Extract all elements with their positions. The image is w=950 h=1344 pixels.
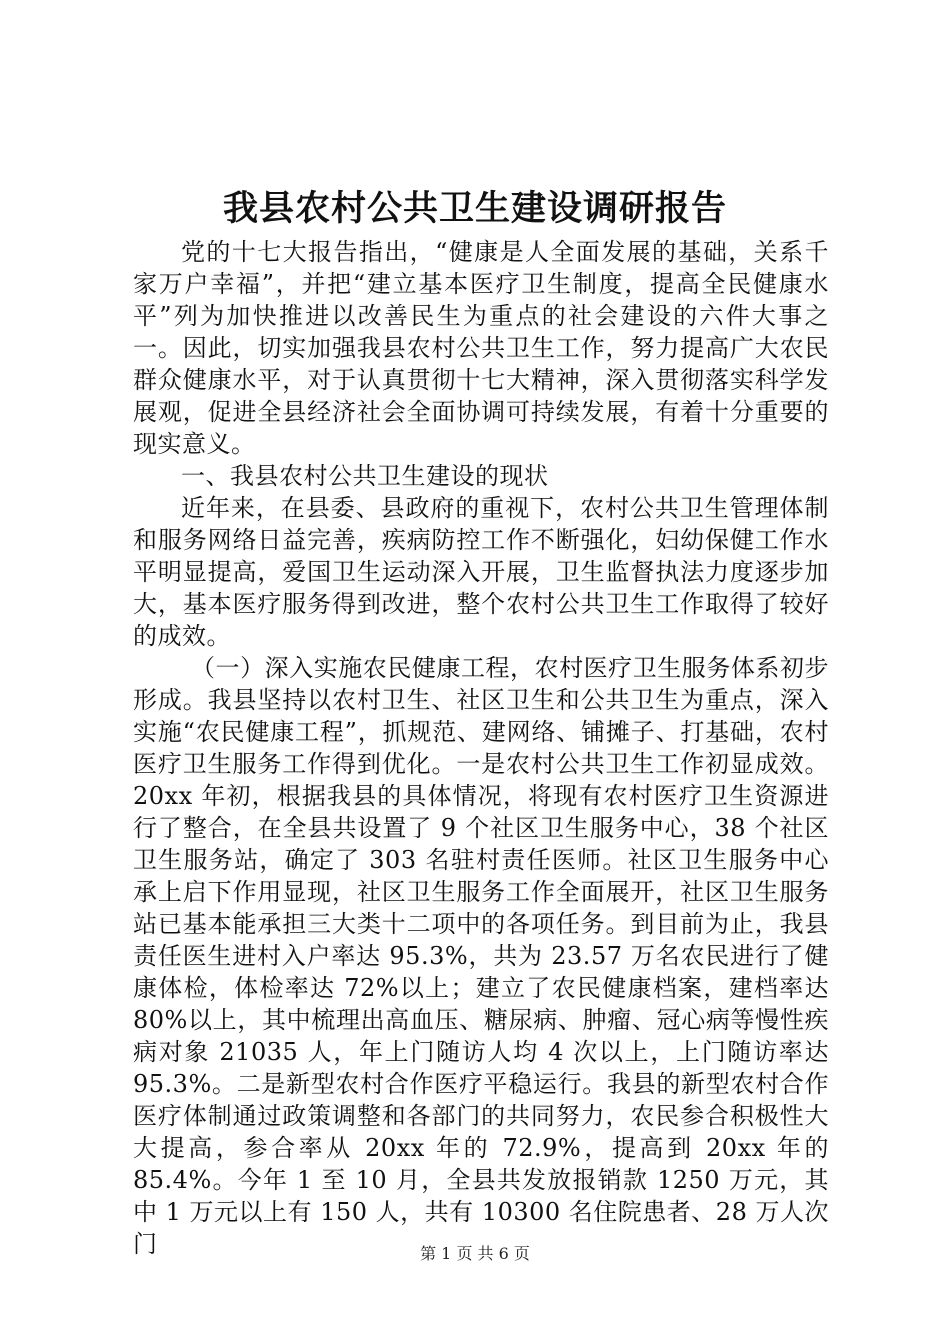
subsection-paragraph: （一）深入实施农民健康工程，农村医疗卫生服务体系初步形成。我县坚持以农村卫生、社区卫生和公共卫生为重点，深入实施“农民健康工程”，抓规范、建网络、铺摊子、打基础，农村医疗卫生服务工作得到优化。一是农村公共卫生工作初显成效。20xx 年初，根据我县的具体情况，将现有农村医疗卫生资源进行了整合，在全县共设置了 9 个社区卫生服务中心，38 个社区卫生服务站，确定了 303 名驻村责任医师。社区卫生服务中心承上启下作用显现，社区卫生服务工作全面展开，社区卫生服务站已基本能承担三大类十二项中的各项任务。到目前为止，我县责任医生进村入户率达 95.3%，共为 23.57 万名农民进行了健康体检，体检率达 72%以上；建立了农民健康档案，建档率达 80%以上，其中梳理出高血压、糖尿病、肿瘤、冠心病等慢性疾病对象 21035 人，年上门随访人均 4 次以上，上门随访率达 95.3%。二是新型农村合作医疗平稳运行。我县的新型农村合作医疗体制通过政策调整和各部门的共同努力，农民参合积极性大大提高，参合率从 20xx 年的 72.9%，提高到 20xx 年的 85.4%。今年 1 至 10 月，全县共发放报销款 1250 万元，其中 1 万元以上有 150 人，共有 10300 名住院患者、28 万人次门 — [133, 654, 829, 1258]
status-paragraph: 近年来，在县委、县政府的重视下，农村公共卫生管理体制和服务网络日益完善，疾病防控工作不断强化，妇幼保健工作水平明显提高，爱国卫生运动深入开展，卫生监督执法力度逐步加大，基本医疗服务得到改进，整个农村公共卫生工作取得了较好的成效。 — [133, 494, 829, 650]
document-title: 我县农村公共卫生建设调研报告 — [222, 188, 727, 229]
document-body — [133, 236, 829, 1260]
page-footer: 第 1 页 共 6 页 — [420, 1244, 530, 1263]
section-heading: 一、我县农村公共卫生建设的现状 — [181, 462, 549, 490]
intro-paragraph: 党的十七大报告指出，“健康是人全面发展的基础，关系千家万户幸福”，并把“建立基本医疗卫生制度，提高全民健康水平”列为加快推进以改善民生为重点的社会建设的六件大事之一。因此，切实加强我县农村公共卫生工作，努力提高广大农民群众健康水平，对于认真贯彻十七大精神，深入贯彻落实科学发展观，促进全县经济社会全面协调可持续发展，有着十分重要的现实意义。 — [133, 238, 829, 458]
